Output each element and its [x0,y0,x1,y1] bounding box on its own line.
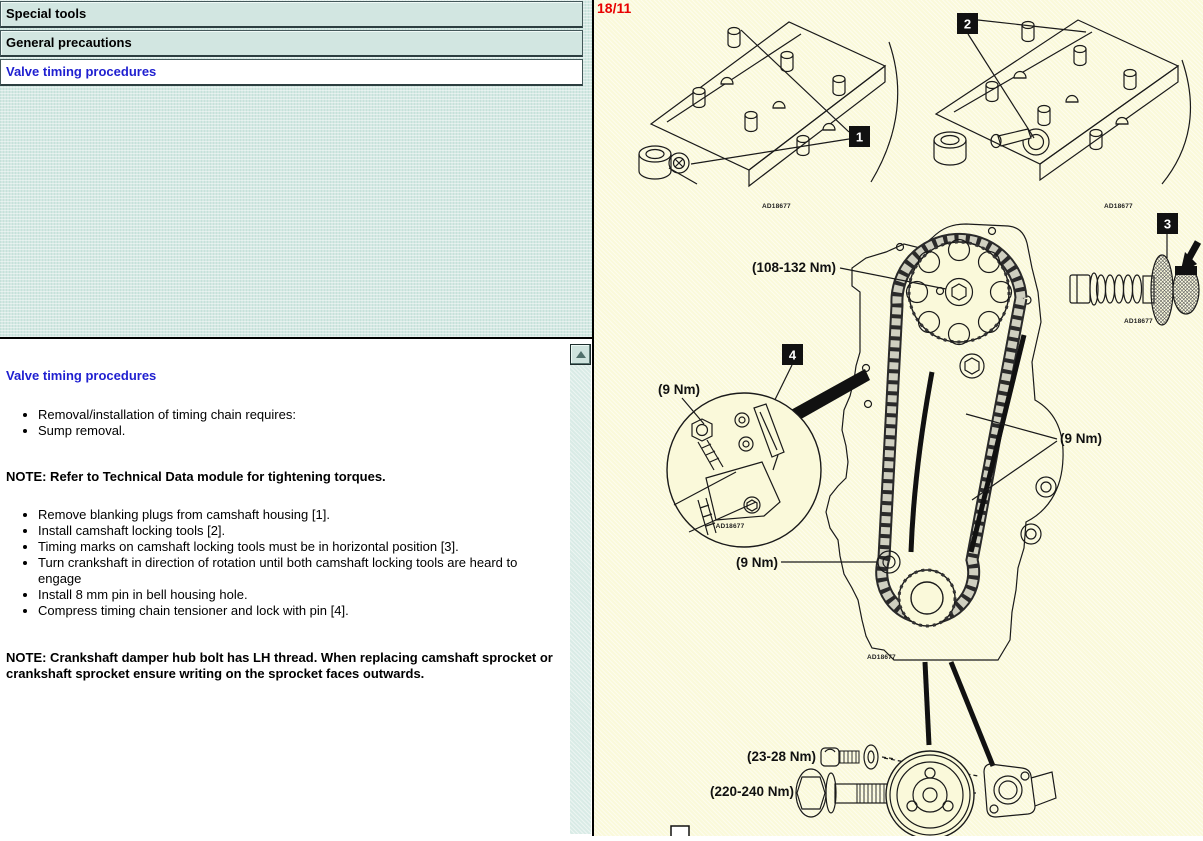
content-scrollbar[interactable] [570,344,591,834]
diagram-camshaft-housing-1 [639,22,898,210]
partial-callout-box [671,826,689,836]
tensioner-detail-inset [667,393,821,547]
bullet-list-requirements [6,407,562,439]
tab-label: Valve timing procedures [6,64,157,79]
tab-label: General precautions [6,35,132,50]
hex-boss [960,354,984,378]
torque-label-tensioner-bolt: (9 Nm) [658,382,701,397]
tab-valve-timing-procedures[interactable] [0,59,583,86]
svg-text:3: 3 [1163,216,1172,232]
torque-label-oil-pump-bolt: (9 Nm) [736,555,779,570]
diagram-crankshaft-pulley [671,745,1056,836]
bullet-list-procedure [6,507,562,619]
callout-4 [782,344,803,365]
crankshaft-sprocket [899,570,955,626]
diagram-code: AD18677 [1124,318,1153,325]
list-item: • Install 8 mm pin in bell housing hole. [38,587,562,603]
procedure-text [6,341,562,682]
engine-diagram-svg [594,0,1203,836]
tab-general-precautions[interactable] [0,30,583,57]
svg-text:4: 4 [788,347,797,363]
scroll-up-button[interactable] [570,344,591,365]
damper-hub [984,764,1056,817]
svg-text:1: 1 [855,129,864,145]
callout-1 [849,126,870,147]
crankshaft-pulley [886,751,974,836]
list-item: • Compress timing chain tensioner and lock with pin [4]. [38,603,562,619]
navigation-tabs-area [0,0,592,339]
tab-label: Special tools [6,6,87,21]
diagram-timing-chain [658,224,1102,766]
tensioner-blade [911,372,932,552]
torque-label-guide-rail-bolts: (9 Nm) [1060,431,1103,446]
scrollbar-track[interactable] [570,344,591,834]
damper-hub-bolt [796,769,887,817]
diagram-code: AD18677 [1104,203,1133,210]
diagram-locking-tool-3 [1070,213,1199,325]
callout-3 [1157,213,1178,234]
arrow-up-icon [576,351,586,358]
blanking-plug-bolt [669,153,689,173]
diagram-code: AD18677 [715,523,745,530]
note-lh-thread: NOTE: Crankshaft damper hub bolt has LH thread. When replacing camshaft sprocket or crankshaft sprocket ensure writing on the sprocket faces outwards. [6,650,553,681]
torque-label-pulley-bolts: (23-28 Nm) [746,749,816,764]
list-item: • Timing marks on camshaft locking tools must be in horizontal position [3]. [38,539,562,555]
note-tightening-torques: NOTE: Refer to Technical Data module for tightening torques. [6,469,386,484]
diagram-pane [592,0,1203,836]
list-item: • Sump removal. [38,423,562,439]
diagram-code: AD18677 [762,203,791,210]
content-heading: Valve timing procedures [6,368,157,383]
list-item: • Remove blanking plugs from camshaft housing [1]. [38,507,562,523]
svg-text:2: 2 [963,16,972,32]
list-item: • Install camshaft locking tools [2]. [38,523,562,539]
page-reference: 18/11 [597,0,632,16]
list-item: • Turn crankshaft in direction of rotation until both camshaft locking tools are heard to engage [38,555,562,587]
diagram-camshaft-housing-2 [934,13,1190,210]
callout-2 [957,13,978,34]
procedure-content-panel [0,341,592,836]
torque-label-damper-hub-bolt: (220-240 Nm) [709,784,794,799]
tool-spring-coils [1097,275,1142,303]
camshaft-locking-tool [991,129,1049,155]
list-item: • Removal/installation of timing chain requires: [38,407,562,423]
tab-special-tools[interactable] [0,1,583,28]
diagram-code: AD18677 [867,654,896,661]
torque-label-camshaft-sprocket: (108-132 Nm) [751,260,836,275]
pulley-bolt [821,745,878,769]
